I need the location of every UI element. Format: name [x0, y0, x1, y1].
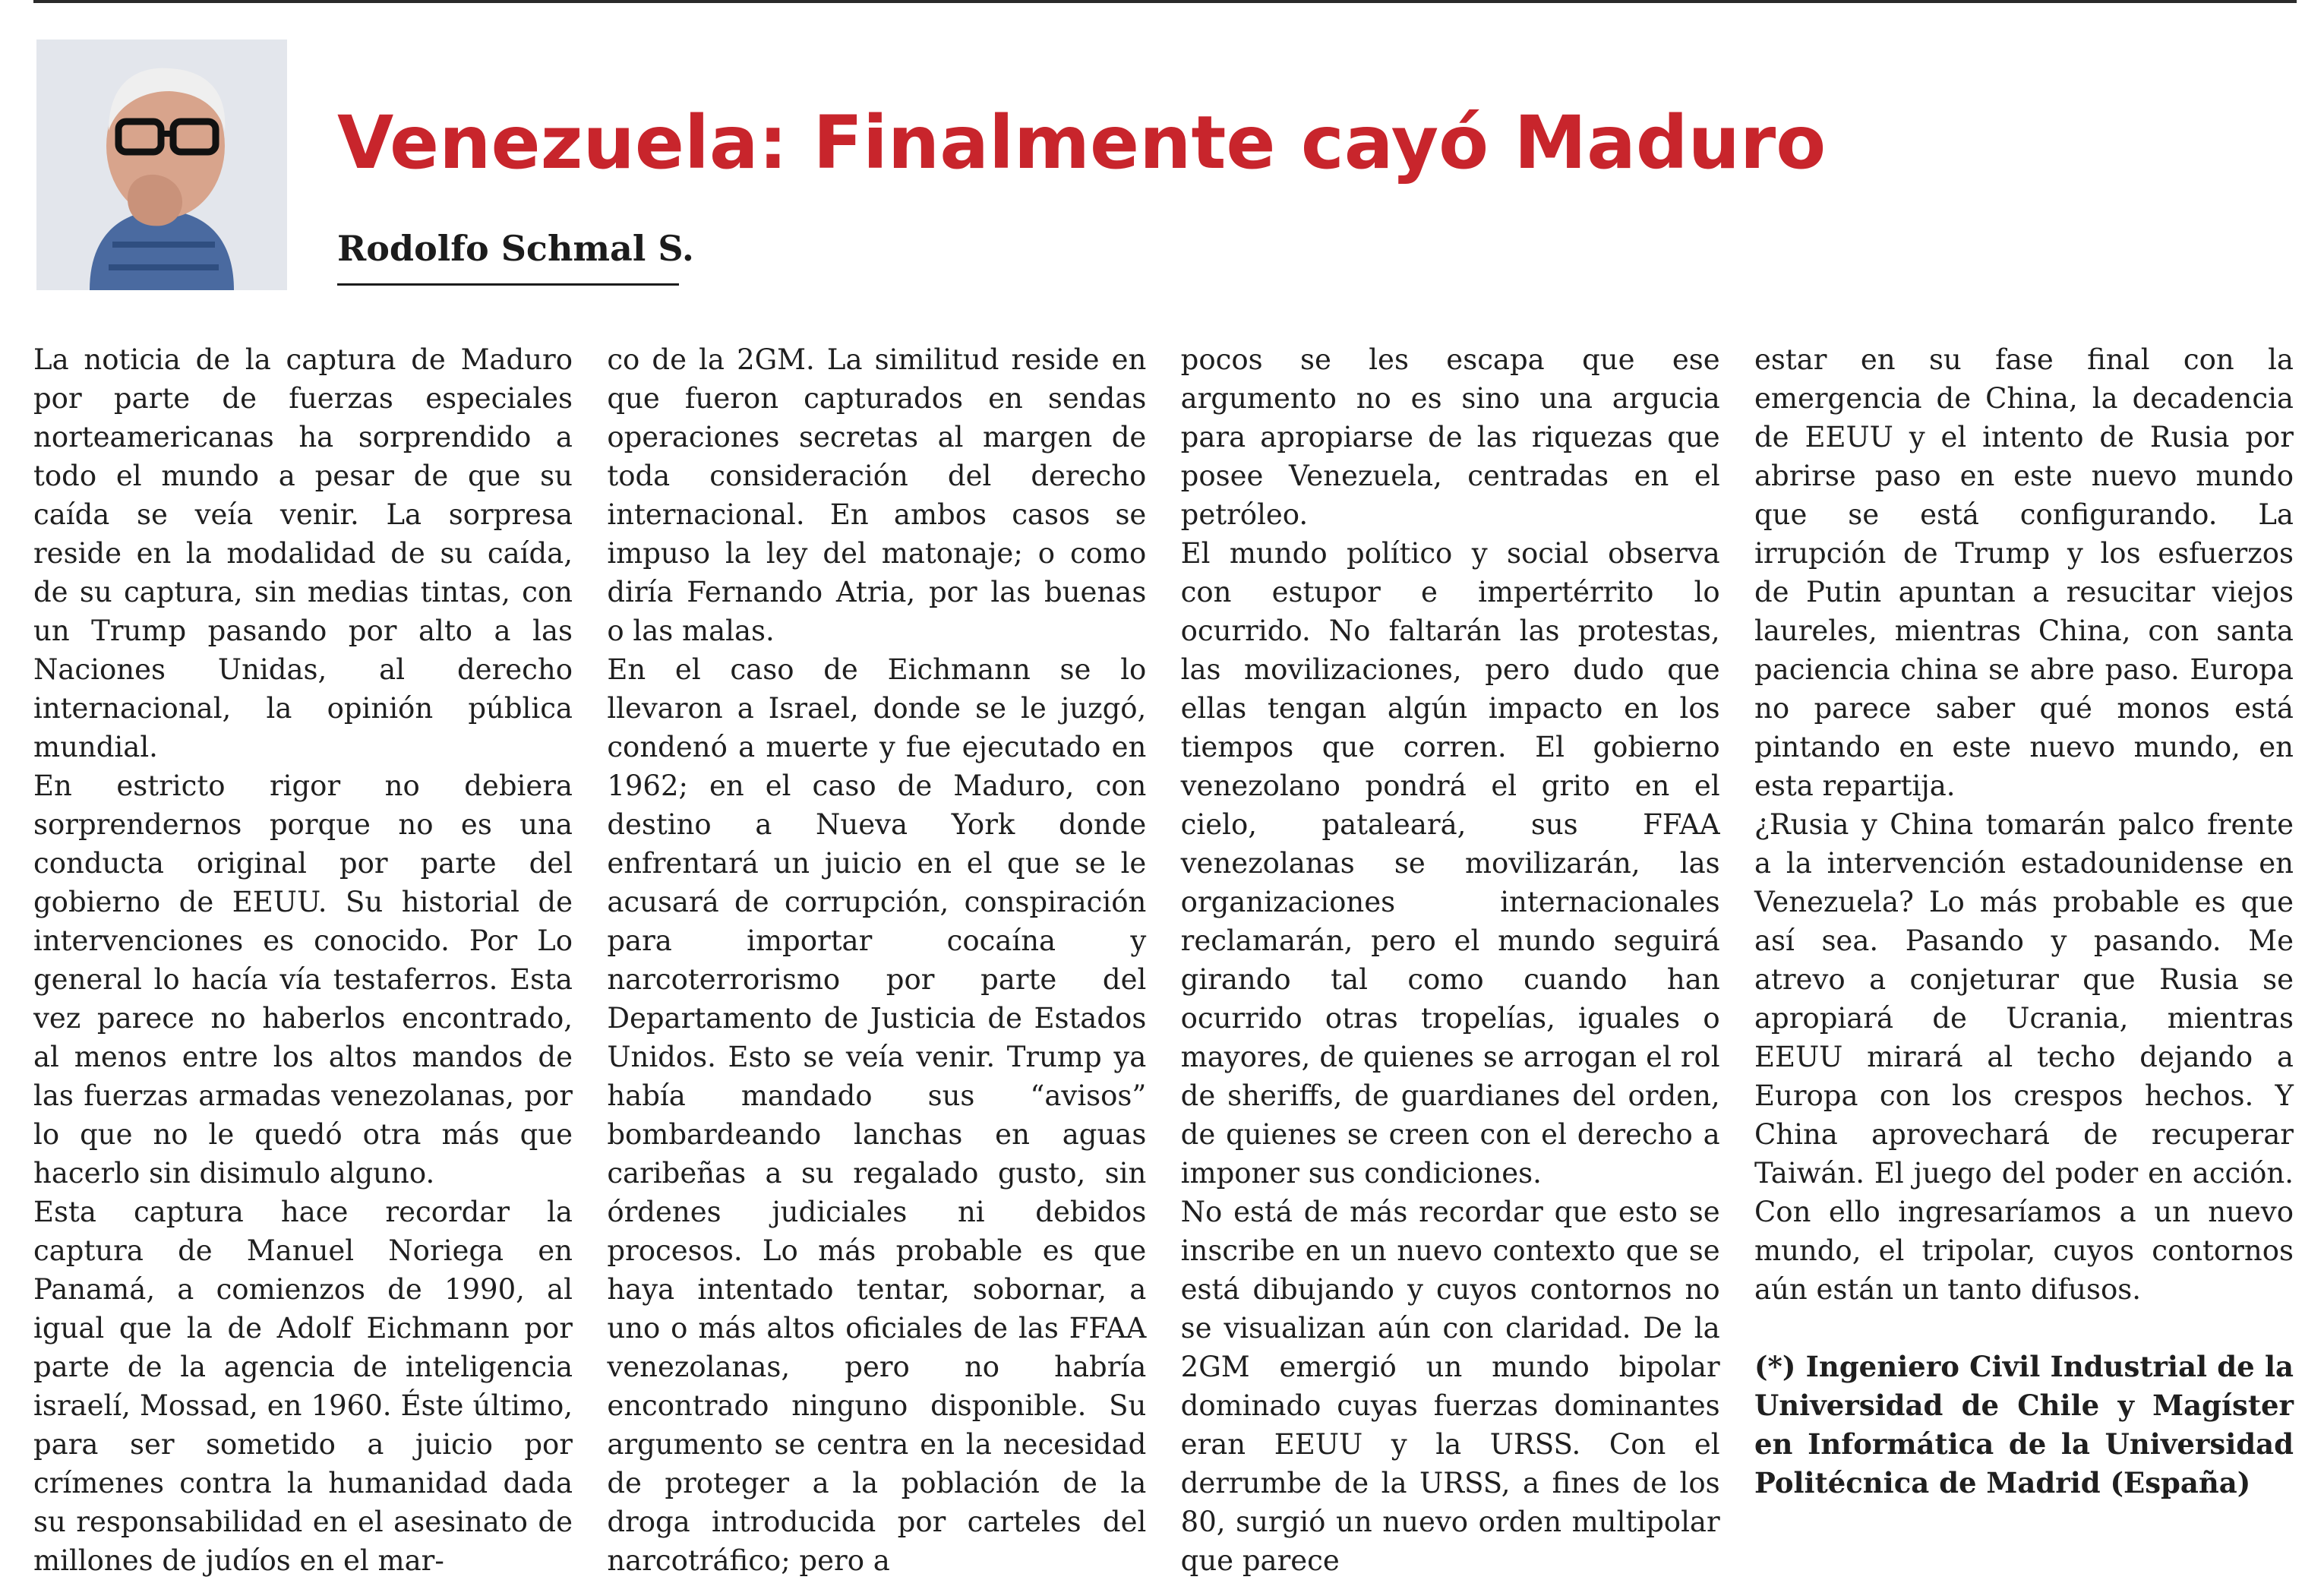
paragraph: El mundo político y social observa con estupor e impertérrito lo ocurrido. No faltarán las protestas, las movilizaciones, pero dudo que ellas tengan algún impacto en los tiempos que corren. El gobierno venezolano pondrá el grito en el cielo, pataleará, sus FFAA venezolanas se movilizarán, las organizaciones internacionales reclamarán, pero el mundo seguirá girando tal como cuando han ocurrido otras tropelías, iguales o mayores, de quienes se arrogan el rol de sheriffs, de guardianes del orden, de quienes se creen con el derecho a imponer sus condiciones.: [1180, 537, 1720, 1190]
top-rule: [33, 0, 2297, 3]
paragraph: La noticia de la captura de Maduro por parte de fuerzas especiales norteamericanas ha sorprendido a todo el mundo a pesar de que su caída se veía venir. La sorpresa reside en la modalidad de su caída, de su captura, sin medias tintas, con un Trump pasando por alto a las Naciones Unidas, al derecho internacional, la opinión pública mundial.: [33, 343, 573, 763]
author-underline: [337, 283, 679, 286]
paragraph: ¿Rusia y China tomarán palco frente a la intervención estadounidense en Venezuela? Lo más probable es que así sea. Pasando y pasando. Me atrevo a conjeturar que Rusia se apropiará de Ucrania, mientras EEUU mirará al techo dejando a Europa con los crespos hechos. Y China aprovechará de recuperar Taiwán. El juego del poder en acción. Con ello ingresaríamos a un nuevo mundo, el tripolar, cuyos contornos aún están un tanto difusos.: [1754, 808, 2294, 1306]
paragraph: co de la 2GM. La similitud reside en que fueron capturados en sendas operaciones secretas al margen de toda consideración del derecho internacional. En ambos casos se impuso la ley del matonaje; o como diría Fernando Atria, por las buenas o las malas.: [607, 343, 1147, 647]
article-body: [33, 340, 2294, 1577]
paragraph: En estricto rigor no debiera sorprendernos porque no es una conducta original por parte del gobierno de EEUU. Su historial de intervenciones es conocido. Por Lo general lo hacía vía testaferros. Esta vez parece no haberlos encontrado, al menos entre los altos mandos de las fuerzas armadas venezolanas, por lo que no le quedó otra más que hacerlo sin disimulo alguno.: [33, 769, 573, 1190]
paragraph: No está de más recordar que esto se inscribe en un nuevo contexto que se está dibujando y cuyos contornos no se visualizan aún con claridad. De la 2GM emergió un mundo bipolar dominado cuyas fuerzas dominantes eran EEUU y la URSS. Con el derrumbe de la URSS, a fines de los 80, surgió un nuevo orden multipolar que parece: [1180, 1196, 1720, 1577]
paragraph: Esta captura hace recordar la captura de Manuel Noriega en Panamá, a comienzos de 1990, al igual que la de Adolf Eichmann por parte de la agencia de inteligencia israelí, Mossad, en 1960. Éste último, para ser sometido a juicio por crímenes contra la humanidad dada su responsabilidad en el asesinato de millones de judíos en el mar-: [33, 1196, 573, 1577]
article-title: Venezuela: Finalmente cayó Maduro: [337, 100, 1827, 185]
text-column-2: [607, 340, 1147, 1577]
author-name: Rodolfo Schmal S.: [337, 228, 694, 269]
text-column-1: [33, 340, 573, 1577]
author-credentials-note: (*) Ingeniero Civil Industrial de la Universidad de Chile y Magíster en Informática de la Universidad Politécnica de Madrid (España): [1754, 1350, 2294, 1499]
paragraph: estar en su fase final con la emergencia de China, la decadencia de EEUU y el intento de Rusia por abrirse paso en este nuevo mundo que se está configurando. La irrupción de Trump y los esfuerzos de Putin apuntan a resucitar viejos laureles, mientras China, con santa paciencia china se abre paso. Europa no parece saber qué monos está pintando en este nuevo mundo, en esta repartija.: [1754, 343, 2294, 802]
paragraph: pocos se les escapa que ese argumento no es sino una argucia para apropiarse de las riquezas que posee Venezuela, centradas en el petróleo.: [1180, 343, 1720, 531]
author-photo: [36, 40, 287, 290]
author-portrait-icon: [36, 40, 287, 290]
text-column-4: [1754, 340, 2294, 1499]
paragraph: En el caso de Eichmann se lo llevaron a Israel, donde se le juzgó, condenó a muerte y fue ejecutado en 1962; en el caso de Maduro, con destino a Nueva York donde enfrentará un juicio en el que se le acusará de corrupción, conspiración para importar cocaína y narcoterrorismo por parte del Departamento de Justicia de Estados Unidos. Esto se veía venir. Trump ya había mandado sus “avisos” bombardeando lanchas en aguas caribeñas a su regalado gusto, sin órdenes judiciales ni debidos procesos. Lo más probable es que haya intentado tentar, sobornar, a uno o más altos oficiales de las FFAA venezolanas, pero no habría encontrado ninguno disponible. Su argumento se centra en la necesidad de proteger a la población de la droga introducida por carteles del narcotráfico; pero a: [607, 653, 1147, 1577]
text-column-3: [1180, 340, 1720, 1577]
